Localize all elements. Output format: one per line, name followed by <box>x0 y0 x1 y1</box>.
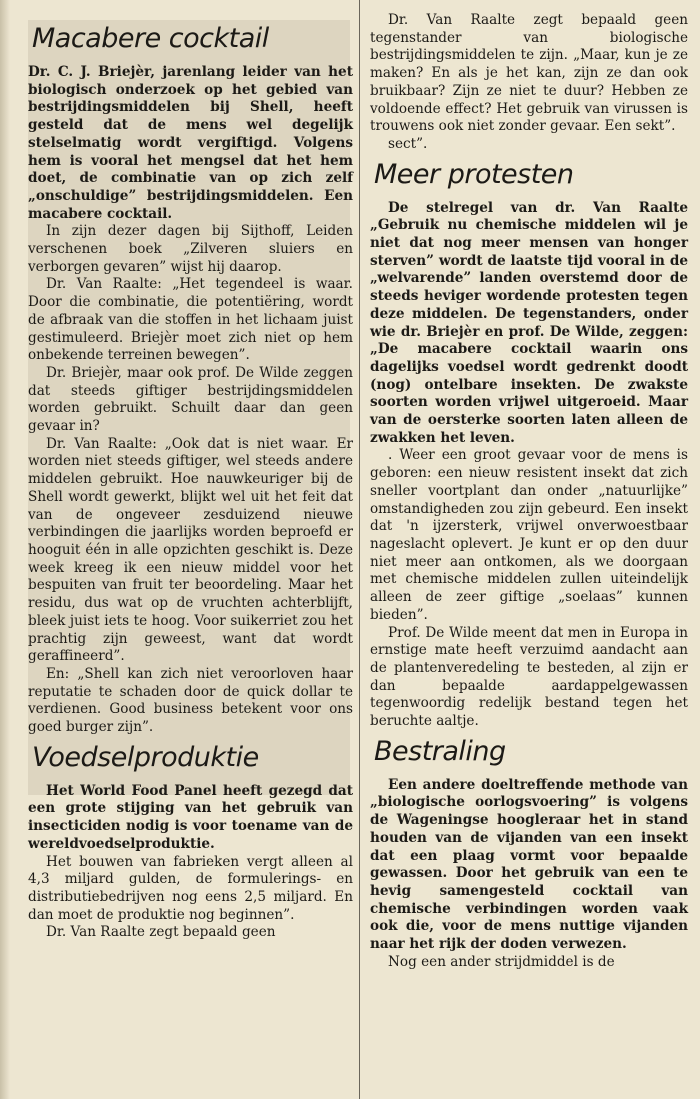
left-column <box>28 18 353 942</box>
paragraph: Dr. Van Raalte: „Het tegendeel is waar. Door die combinatie, die potentiëring, wordt de afbraak van die stoffen in het lichaam juist gestimuleerd. Briejèr moet zich niet op hem onbekende terreinen bewegen”. <box>28 276 353 364</box>
right-column <box>370 12 688 971</box>
heading-voedselproduktie: Voedselproduktie <box>32 741 259 773</box>
heading-bestraling: Bestraling <box>374 735 506 767</box>
heading-macabere-cocktail: Macabere cocktail <box>32 23 269 54</box>
paragraph: Nog een ander strijdmiddel is de <box>388 953 615 970</box>
paragraph: . Weer een groot gevaar voor de mens is geboren: een nieuw resistent insekt dat zich sneller voortplant dan onder „natuurlijke” omstandigheden zou zijn gebeurd. Een insekt dat 'n ijzersterk, vrijwel onverwoestbaar nageslacht oplevert. Je kunt er op den duur niet meer aan ontkomen, als we doorgaan met chemische middelen zullen uiteindelijk alleen de zeer giftige „soelaas” kunnen bieden”. <box>370 447 688 623</box>
page-edge-shadow <box>0 0 10 1099</box>
paragraph: Prof. De Wilde meent dat men in Europa in ernstige mate heeft verzuimd aandacht aan de plantenveredeling te besteden, al zijn er dan bepaalde aardappelgewassen tegenwoordig redelijk bestand tegen het beruchte aaltje. <box>370 624 688 730</box>
heading-meer-protesten: Meer protesten <box>374 158 574 190</box>
paragraph: sect”. <box>388 135 428 152</box>
paragraph: En: „Shell kan zich niet veroorloven haar reputatie te schaden door de quick dollar te verdienen. Good business betekent voor ons goed burger zijn”. <box>28 665 353 736</box>
paragraph: Dr. Van Raalte: „Ook dat is niet waar. Er worden niet steeds giftiger, wel steeds andere middelen gebruikt. Hoe nauwkeuriger bij de Shell wordt gewerkt, blijkt wel uit het feit dat van de ongeveer zesduizend nieuwe verbindingen die jaarlijks worden beproefd er hooguit één in alle opzichten geschikt is. Deze week kreeg ik een nieuw middel voor het bespuiten van fruit ter beoordeling. Maar het residu, dus wat op de vruchten achterblijft, bleek juist iets te hoog. Voor suikerriet zou het prachtig zijn geweest, want dat wordt geraffineerd”. <box>28 435 353 665</box>
paragraph: Een andere doeltreffende methode van „biologische oorlogsvoering” is volgens de Wageningse hoogleraar het in stand houden van de vijanden van een insekt dat een plaag vormt voor bepaalde gewassen. Door het gebruik van een te hevig samengesteld cocktail van chemische verbindingen worden vaak ook die, voor de mens nuttige vijanden naar het rijk der doden verwezen. <box>370 776 688 953</box>
column-divider <box>359 0 360 1099</box>
paragraph: Dr. C. J. Briejèr, jarenlang leider van het biologisch onderzoek op het gebied van bestrijdingsmiddelen bij Shell, heeft gesteld dat de mens wel degelijk stelselmatig wordt vergiftigd. Volgens hem is vooral het mengsel dat het hem doet, de combinatie van op zich zelf „onschuldige” bestrijdingsmiddelen. Een macabere cocktail. <box>28 64 353 222</box>
paragraph: Dr. Briejèr, maar ook prof. De Wilde zeggen dat steeds giftiger bestrijdingsmiddelen worden gebruikt. Schuilt daar dan geen gevaar in? <box>28 364 353 435</box>
paragraph: Dr. Van Raalte zegt bepaald geen tegenstander van biologische bestrijdingsmiddelen te zijn. „Maar, kun je ze maken? En als je het kan, zijn ze dan ook bruikbaar? Zijn ze niet te duur? Hebben ze voldoende effect? Het gebruik van virussen is trouwens ook niet zonder gevaar. Een sekt”. <box>370 12 688 135</box>
paragraph: In zijn dezer dagen bij Sijthoff, Leiden verschenen boek „Zilveren sluiers en verborgen gevaren” wijst hij daarop. <box>28 223 353 275</box>
paragraph: Het bouwen van fabrieken vergt alleen al 4,3 miljard gulden, de formulerings- en distributiebedrijven nog eens 2,5 miljard. En dan moet de produktie nog beginnen”. <box>28 853 353 923</box>
paragraph: Het World Food Panel heeft gezegd dat een grote stijging van het gebruik van insecticiden nodig is voor toename van de wereldvoedselproduktie. <box>28 782 353 852</box>
paragraph: De stelregel van dr. Van Raalte „Gebruik nu chemische middelen wil je niet dat nog meer mensen van honger sterven” wordt de laatste tijd vooral in de „welvarende” landen overstemd door de steeds heviger wordende protesten tegen deze middelen. De tegenstanders, onder wie dr. Briejèr en prof. De Wilde, zeggen: „De macabere cocktail waarin ons dagelijks voedsel wordt gedrenkt doodt (nog) ontelbare insekten. De zwakste soorten worden vrijwel uitgeroeid. Maar van de oersterke soorten laten alleen de zwakken het leven. <box>370 199 688 446</box>
paragraph: Dr. Van Raalte zegt bepaald geen <box>46 924 276 941</box>
